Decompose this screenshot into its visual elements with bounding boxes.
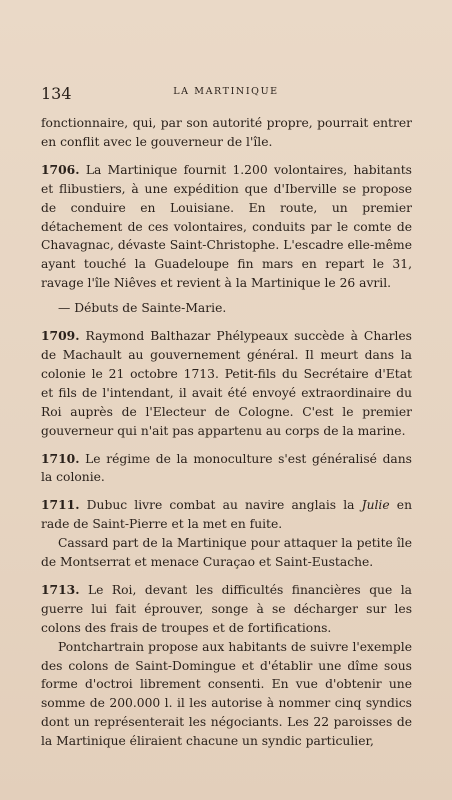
entry-subparagraph: — Débuts de Sainte-Marie. (58, 301, 227, 316)
entry-text: La Martinique fournit 1.200 volontaires, habitants et flibustiers, à une expédition que d'Iberville se propose de conduire en Louisiane. En route, un premier détachement de ces volontaires, conduits par le comte de Chavagnac, dévaste Saint-Christophe. L'escadre elle-même ayant touché la Guadeloupe fin mars en repart le 31, ravage l'île Niêves et revient à la Martinique le 26 avril. (41, 162, 412, 291)
entry-1713 (41, 581, 412, 751)
intro-paragraph: fonctionnaire, qui, par son autorité propre, pourrait entrer en conflit avec le gouverneur de l'île. (41, 116, 412, 149)
entry-year: 1713. (41, 581, 80, 597)
entry-text: Le Roi, devant les difficultés financières que la guerre lui fait éprouver, songe à se décharger sur les colons des frais de troupes et de fortifications. (41, 582, 412, 635)
entry-year: 1706. (41, 161, 80, 177)
entry-1710 (41, 450, 412, 488)
entry-subparagraph: Pontchartrain propose aux habitants de suivre l'exemple des colons de Saint-Domingue et d'établir une dîme sous forme d'octroi librement consenti. En vue d'obtenir une somme de 200.000 l. il les autorise à nommer cinq syndics dont un représenterait les négociants. Les 22 paroisses de la Martinique éliraient chacune un syndic particulier, (41, 639, 412, 749)
page-number: 134 (41, 84, 72, 103)
body-text (41, 114, 412, 751)
entry-year: 1711. (41, 497, 80, 513)
entry-text: Le régime de la monoculture s'est généralisé dans la colonie. (41, 451, 412, 485)
entry-1711 (41, 496, 412, 572)
entry-1709 (41, 327, 412, 440)
running-title: LA MARTINIQUE (173, 86, 279, 97)
entry-year: 1709. (41, 328, 80, 344)
entry-subparagraph: Cassard part de la Martinique pour attaquer la petite île de Montserrat et menace Curaçao et Saint-Eustache. (41, 536, 412, 570)
entry-text-cont: en rade de Saint-Pierre et la met en fuite. (41, 498, 412, 532)
entry-text: Dubuc livre combat au navire anglais la (86, 498, 355, 513)
entry-year: 1710. (41, 450, 80, 466)
ship-name: Julie (361, 498, 390, 513)
entry-text: Raymond Balthazar Phélypeaux succède à Charles de Machault au gouvernement général. Il meurt dans la colonie le 21 octobre 1713. Petit-fils du Secrétaire d'Etat et fils de l'intendant, il avait été envoyé extraordinaire du Roi auprès de l'Electeur de Cologne. C'est le premier gouverneur qui n'ait pas appartenu au corps de la marine. (41, 329, 412, 438)
page-header (41, 84, 411, 102)
entry-1706 (41, 161, 412, 318)
